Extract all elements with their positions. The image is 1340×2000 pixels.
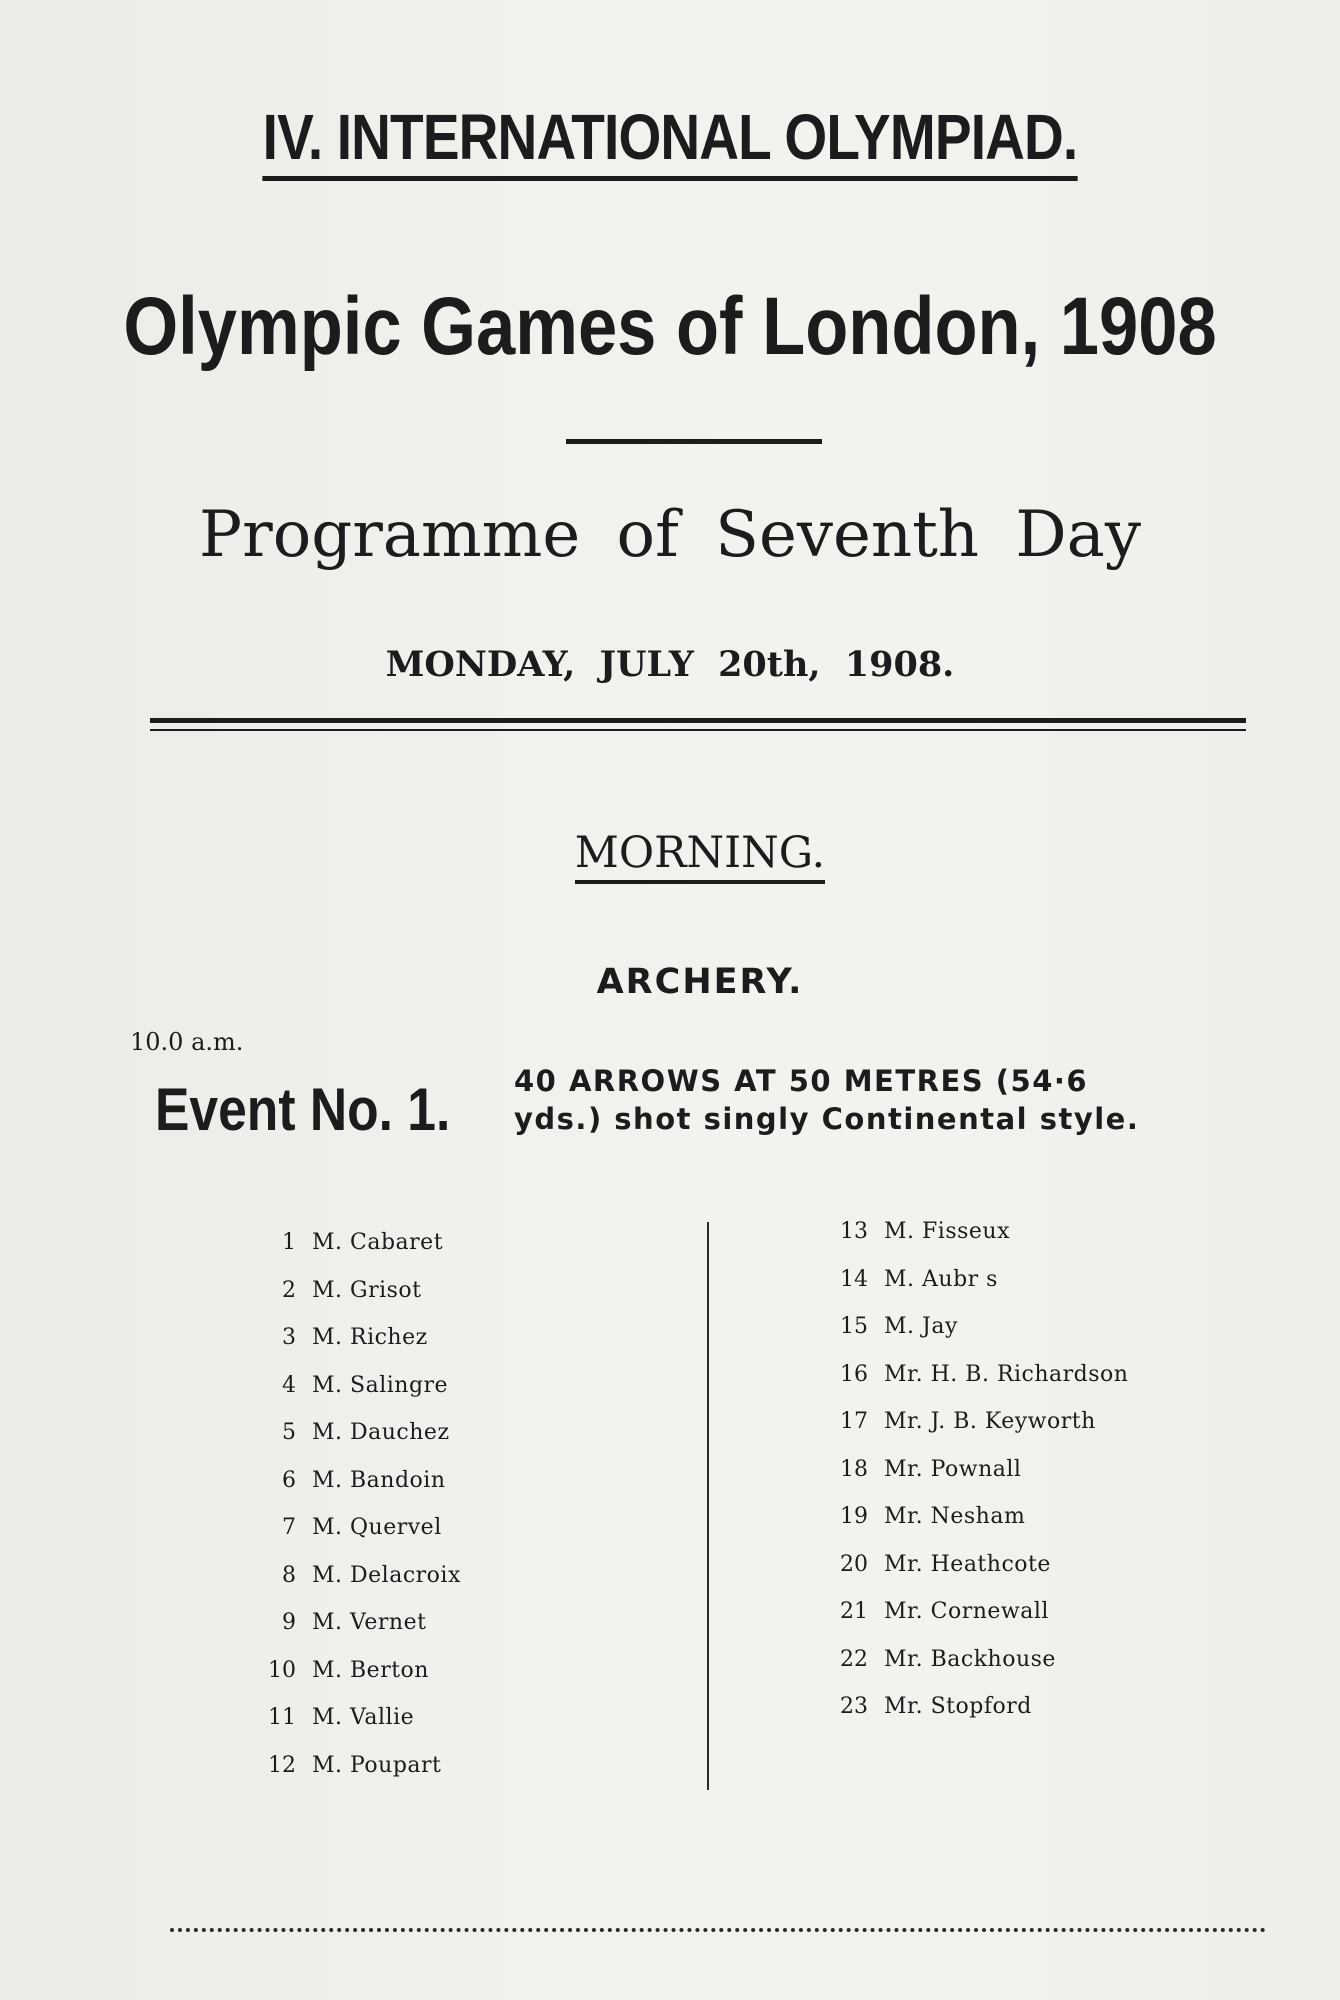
programme-title: Programme of Seventh Day (199, 498, 1141, 572)
event-description-line-2: yds.) shot singly Continental style. (514, 1102, 1140, 1136)
entrant-name: Mr. Stopford (884, 1694, 1032, 1719)
entrant-number: 11 (268, 1705, 296, 1730)
event-time: 10.0 a.m. (130, 1028, 244, 1056)
entrant-row (250, 1373, 461, 1421)
entrant-row (822, 1504, 1128, 1552)
entrant-row (822, 1267, 1128, 1315)
entrant-row (822, 1362, 1128, 1410)
entrant-name: M. Richez (312, 1325, 428, 1350)
entrant-number: 22 (840, 1646, 868, 1672)
entrant-row (250, 1278, 461, 1326)
entrant-row (250, 1705, 461, 1753)
entrant-number: 23 (840, 1694, 868, 1719)
entrant-name: M. Cabaret (312, 1230, 444, 1255)
title-divider (566, 439, 822, 444)
games-title: Olympic Games of London, 1908 (123, 281, 1217, 372)
entrant-row (822, 1552, 1128, 1600)
entrant-row (250, 1753, 461, 1801)
entrant-number: 9 (282, 1610, 296, 1635)
entrant-number: 12 (268, 1752, 296, 1778)
entrant-name: M. Vernet (312, 1610, 427, 1635)
entrant-name: Mr. Pownall (884, 1456, 1022, 1482)
entrant-name: M. Fisseux (884, 1219, 1010, 1244)
entrant-number: 5 (282, 1420, 296, 1445)
entrant-name: M. Bandoin (312, 1467, 446, 1493)
entrant-number: 4 (282, 1372, 296, 1398)
entrant-name: M. Poupart (312, 1752, 442, 1778)
entrant-number: 8 (282, 1562, 296, 1588)
entrant-name: Mr. J. B. Keyworth (884, 1409, 1096, 1434)
header-rule-thin (150, 729, 1246, 731)
entrant-name: M. Salingre (312, 1372, 449, 1398)
entrant-number: 6 (282, 1467, 296, 1493)
entrant-number: 20 (840, 1551, 868, 1577)
entrant-number: 19 (840, 1504, 868, 1529)
entrant-row (822, 1219, 1128, 1267)
entrant-name: M. Quervel (312, 1515, 442, 1540)
entrant-number: 16 (840, 1361, 868, 1387)
programme-date: MONDAY, JULY 20th, 1908. (385, 644, 955, 685)
entrant-name: Mr. Heathcote (884, 1551, 1051, 1577)
entrant-number: 13 (840, 1219, 868, 1244)
event-description (514, 1062, 1254, 1138)
entrant-name: M. Berton (312, 1657, 429, 1683)
entrant-name: M. Grisot (312, 1277, 422, 1303)
entrant-row (822, 1457, 1128, 1505)
entrant-name: Mr. H. B. Richardson (884, 1361, 1129, 1387)
entrant-row (250, 1563, 461, 1611)
entrant-name: M. Jay (884, 1314, 958, 1339)
entrant-row (822, 1647, 1128, 1695)
entrant-number: 14 (840, 1266, 868, 1292)
session-heading-text: MORNING. (575, 828, 825, 884)
entrant-name: Mr. Cornewall (884, 1599, 1049, 1624)
entrant-row (250, 1230, 461, 1278)
entrant-row (250, 1420, 461, 1468)
entrant-number: 21 (840, 1599, 868, 1624)
entrant-row (822, 1599, 1128, 1647)
entrants-list-right (822, 1219, 1128, 1742)
entrant-row (822, 1314, 1128, 1362)
event-label: Event No. 1. (155, 1076, 451, 1143)
olympiad-heading (94, 100, 1246, 181)
entrant-number: 17 (840, 1409, 868, 1434)
entrant-row (822, 1409, 1128, 1457)
entrant-row (822, 1694, 1128, 1742)
sport-heading: ARCHERY. (596, 962, 804, 1002)
dotted-footer-rule (170, 1928, 1266, 1932)
entrant-number: 1 (282, 1230, 296, 1255)
session-heading (0, 828, 1340, 884)
entrant-name: Mr. Nesham (884, 1504, 1026, 1529)
header-rule-thick (150, 718, 1246, 723)
entrant-name: Mr. Backhouse (884, 1646, 1056, 1672)
entrant-row (250, 1468, 461, 1516)
entrant-name: M. Dauchez (312, 1420, 450, 1445)
entrant-row (250, 1515, 461, 1563)
entrant-name: M. Delacroix (312, 1562, 461, 1588)
event-description-line-1: 40 ARROWS AT 50 METRES (54·6 (514, 1064, 1089, 1098)
entrant-number: 7 (282, 1515, 296, 1540)
entrant-number: 10 (268, 1657, 296, 1683)
entrant-row (250, 1658, 461, 1706)
column-divider (707, 1222, 709, 1790)
entrant-number: 3 (282, 1325, 296, 1350)
entrants-list-left (250, 1230, 461, 1800)
entrant-number: 18 (840, 1456, 868, 1482)
entrant-number: 2 (282, 1277, 296, 1303)
entrant-number: 15 (840, 1314, 868, 1339)
entrant-name: M. Vallie (312, 1705, 415, 1730)
entrant-row (250, 1325, 461, 1373)
olympiad-heading-text: IV. INTERNATIONAL OLYMPIAD. (263, 100, 1078, 181)
entrant-name: M. Aubr s (884, 1266, 998, 1292)
entrant-row (250, 1610, 461, 1658)
